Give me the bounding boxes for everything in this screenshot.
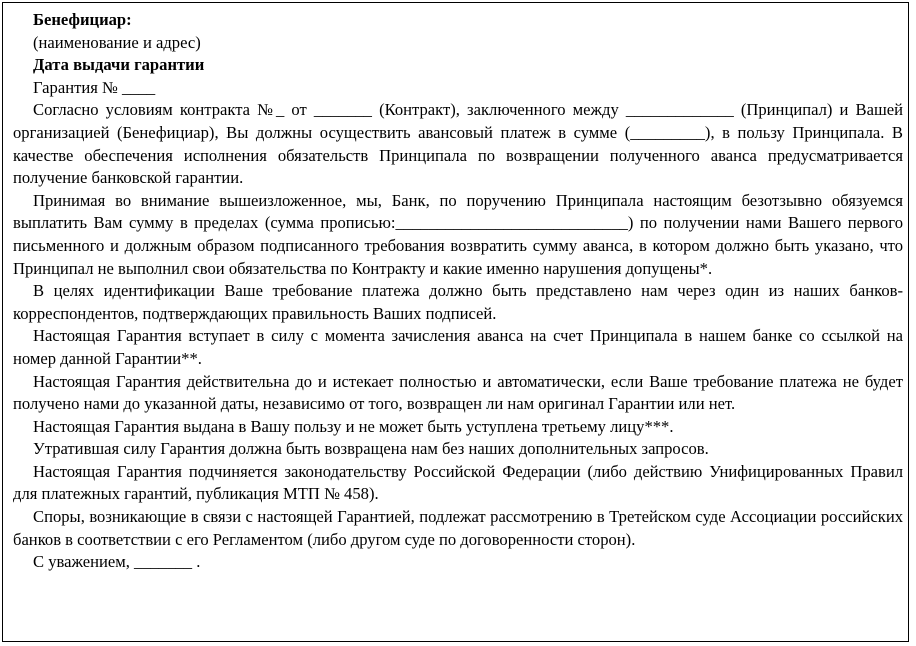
name-address-line: (наименование и адрес)	[33, 32, 201, 52]
document-body	[13, 9, 903, 574]
paragraph-identification: В целях идентификации Ваше требование платежа должно быть представлено нам через один из наших банков-корреспондентов, подтверждающих правильность Ваших подписей.	[13, 281, 903, 323]
document-frame	[2, 2, 909, 642]
paragraph-validity: Настоящая Гарантия действительна до и истекает полностью и автоматически, если Ваше требование платежа не будет получено нами до указанной даты, независимо от того, возвращен ли нам оригинал Гарантии или нет.	[13, 371, 903, 414]
paragraph-disputes: Споры, возникающие в связи с настоящей Гарантией, подлежат рассмотрению в Третейском суде Ассоциации российских банков в соответствии с его Регламентом (либо другом суде по договоренности сторон).	[13, 507, 903, 549]
paragraph-obligation: Принимая во внимание вышеизложенное, мы, Банк, по поручению Принципала настоящим безотзывно обязуемся выплатить Вам сумму в пределах (сумма прописью:____________________________) по получении нами Вашего первого письменного и должным образом подписанного требования возвратить сумму аванса, в котором должно быть указано, что Принципал не выполнил свои обязательства по Контракту и какие именно нарушения допущены*.	[13, 190, 903, 278]
paragraph-governing-law: Настоящая Гарантия подчиняется законодательству Российской Федерации (либо действию Унифицированных Правил для платежных гарантий, публикация МТП № 458).	[13, 461, 903, 504]
beneficiary-label: Бенефициар:	[33, 10, 132, 29]
paragraph-effective: Настоящая Гарантия вступает в силу с момента зачисления аванса на счет Принципала в нашем банке со ссылкой на номер данной Гарантии**.	[13, 326, 903, 368]
paragraph-contract: Согласно условиям контракта №_ от _______ (Контракт), заключенного между _____________ (Принципал) и Вашей организацией (Бенефициар), Вы должны осуществить авансовый платеж в сумме (_________), в пользу Принципала. В качестве обеспечения исполнения обязательств Принципала по возвращении полученного аванса предусматривается получение банковской гарантии.	[13, 100, 903, 188]
paragraph-non-assignable: Настоящая Гарантия выдана в Вашу пользу и не может быть уступлена третьему лицу***.	[33, 416, 674, 436]
closing-line: С уважением, _______ .	[33, 552, 201, 572]
issue-date-label: Дата выдачи гарантии	[33, 55, 205, 75]
paragraph-return: Утратившая силу Гарантия должна быть возвращена нам без наших дополнительных запросов.	[33, 439, 709, 459]
guarantee-number-line: Гарантия № ____	[33, 77, 156, 97]
